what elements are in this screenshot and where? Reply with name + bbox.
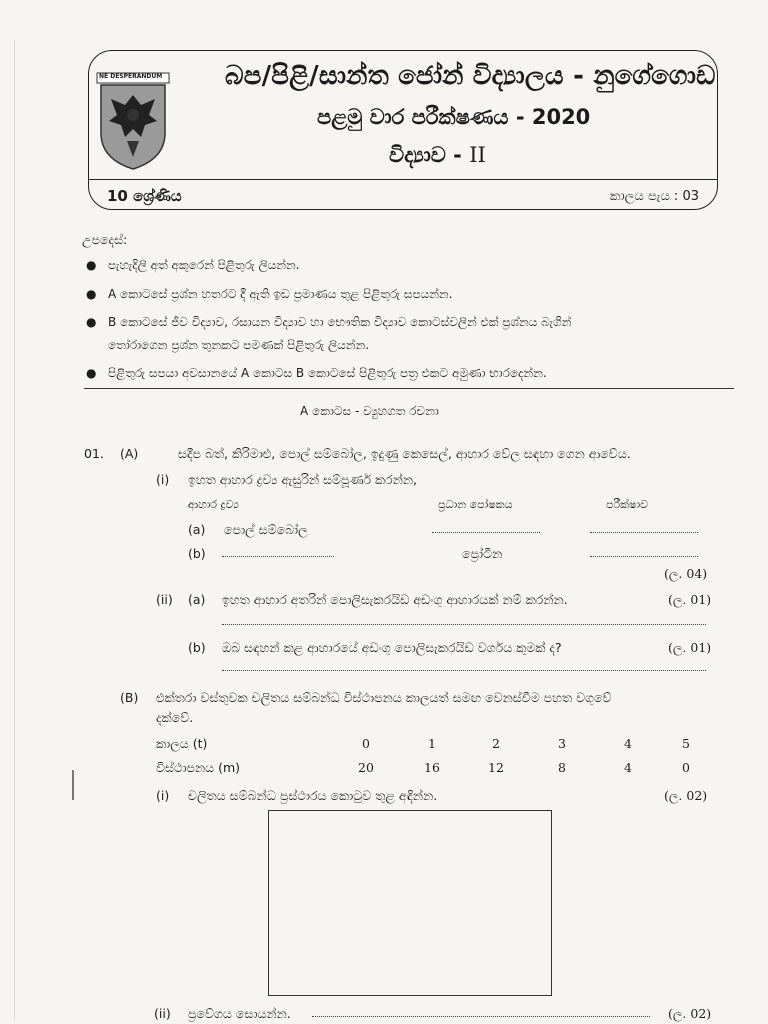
table-header-nutrient: ප්‍රධාන පෝෂකය xyxy=(438,498,513,511)
part-b-text-cont: දක්වේ. xyxy=(156,710,194,725)
part-a-text: සදීප බත්, කිරිමාළු, පොල් සම්බෝල, ඉදුණු කෙසෙල්, ආහාර වේල සඳහා ගෙන ආවේය. xyxy=(178,446,631,461)
marks-label: (ල. 01) xyxy=(668,592,712,607)
b-i-label: (i) xyxy=(156,788,170,803)
marks-label: (ල. 01) xyxy=(668,640,712,655)
row-a-food: පොල් සම්බෝල xyxy=(224,522,308,537)
answer-line[interactable] xyxy=(222,556,334,557)
instruction-2: A කොටසේ ප්‍රශ්න හතරට දී ඇති ඉඩ ප්‍රමාණය තුළ පිළිතුරු සපයන්න. xyxy=(108,287,453,301)
sub-ii-a-text: ඉහත ආහාර අතරින් පොලිසැකරයිඩ අඩංගු ආහාරයක් නම් කරන්න. xyxy=(222,592,568,607)
part-a-label: (A) xyxy=(120,446,139,461)
sub-i-text: ඉහත ආහාර ද්‍රව්‍ය ඇසුරින් සම්පූර්ණ කරන්න, xyxy=(188,472,417,487)
time-value: 5 xyxy=(682,736,690,751)
time-value: 4 xyxy=(624,736,632,751)
displacement-value: 12 xyxy=(488,760,504,775)
section-a-title: A කොටස - ව්‍යුහගත රචනා xyxy=(300,404,439,418)
bullet-icon: ● xyxy=(86,366,97,380)
school-title: බප/පිළි/සාන්ත ජෝන් විද්‍යාලය - නුගේගොඩ xyxy=(225,61,716,91)
sub-ii-b-label: (b) xyxy=(188,640,206,655)
question-number: 01. xyxy=(84,446,104,461)
displacement-row-label: විස්ථාපනය (m) xyxy=(156,760,241,775)
exam-header xyxy=(88,50,718,210)
displacement-value: 20 xyxy=(358,760,374,775)
answer-line[interactable] xyxy=(590,556,698,557)
part-b-label: (B) xyxy=(120,690,139,705)
crest-motto: NE DESPERANDUM xyxy=(99,73,163,80)
time-value: 2 xyxy=(492,736,500,751)
answer-line[interactable] xyxy=(222,624,706,625)
bullet-icon: ● xyxy=(86,258,97,272)
instruction-1: පැහැදිලි අත් අකුරෙන් පිළිතුරු ලියන්න. xyxy=(108,258,300,272)
page-edge-line xyxy=(14,40,15,1020)
bullet-icon: ● xyxy=(86,287,97,301)
instruction-3: B කොටසේ ජීව විද්‍යාව, රසායන විද්‍යාව හා භෞතික විද්‍යාව කොටස්වලින් එක් ප්‍රශ්නය බැගින් xyxy=(108,315,572,329)
time-value: 1 xyxy=(428,736,436,751)
row-a-label: (a) xyxy=(188,522,206,537)
marks-label: (ල. 04) xyxy=(664,566,708,581)
answer-line[interactable] xyxy=(312,1016,650,1017)
instruction-3-cont: තෝරාගෙන ප්‍රශ්න තුනකට පමණක් පිළිතුරු ලියන්න. xyxy=(108,338,370,352)
part-b-text: එක්තරා වස්තුවක චලිතය සම්බන්ධ විස්ථාපනය කාලයත් සමඟ වෙනස්වීම පහත වගුවේ xyxy=(156,690,612,705)
subject-number: II xyxy=(469,143,486,167)
b-i-text: චලිතය සම්බන්ධ ප්‍රස්ථාරය කොටුව තුළ අඳින්න. xyxy=(188,788,438,803)
time-row-label: කාලය (t) xyxy=(156,736,208,751)
sub-ii-a-label: (a) xyxy=(188,592,206,607)
marks-label: (ල. 02) xyxy=(664,788,708,803)
displacement-value: 4 xyxy=(624,760,632,775)
answer-line[interactable] xyxy=(432,532,540,533)
instructions-heading: උපදෙස්: xyxy=(82,232,128,247)
b-ii-label: (ii) xyxy=(154,1006,171,1021)
graph-answer-box[interactable] xyxy=(268,810,552,996)
margin-pencil-mark xyxy=(72,770,74,800)
duration-label: කාලය පැය : 03 xyxy=(609,189,699,204)
bullet-icon: ● xyxy=(86,315,97,329)
grade-label: 10 ශ්‍රේණිය xyxy=(107,187,182,205)
row-b-label: (b) xyxy=(188,546,206,561)
header-divider xyxy=(89,179,717,180)
answer-line[interactable] xyxy=(222,670,706,671)
table-header-food: ආහාර ද්‍රව්‍ය xyxy=(188,498,239,511)
marks-label: (ල. 02) xyxy=(668,1006,712,1021)
b-ii-text: ප්‍රවේගය සොයන්න. xyxy=(188,1006,291,1021)
time-value: 0 xyxy=(362,736,370,751)
section-divider xyxy=(84,388,734,389)
sub-i-label: (i) xyxy=(156,472,170,487)
instruction-4: පිළිතුරු සපයා අවසානයේ A කොටස B කොටසේ පිළිතුරු පත්‍ර එකට අමුණා භාරදෙන්න. xyxy=(108,366,547,380)
school-crest-icon xyxy=(95,71,171,171)
exam-title: පළමු වාර පරීක්ෂණය - 2020 xyxy=(317,105,591,129)
displacement-value: 16 xyxy=(424,760,440,775)
subject-name: විද්‍යාව - xyxy=(389,143,462,167)
time-value: 3 xyxy=(558,736,566,751)
displacement-value: 0 xyxy=(682,760,690,775)
table-header-test: පරීක්ෂාව xyxy=(606,498,648,511)
answer-line[interactable] xyxy=(590,532,698,533)
displacement-value: 8 xyxy=(558,760,566,775)
sub-ii-label: (ii) xyxy=(156,592,173,607)
subject-title xyxy=(389,143,486,168)
row-b-nutrient: ප්‍රෝටීන xyxy=(462,546,503,561)
sub-ii-b-text: ඔබ සඳහන් කළ ආහාරයේ අඩංගු පොලිසැකරයිඩ වර්ගය කුමක් ද? xyxy=(222,640,562,655)
